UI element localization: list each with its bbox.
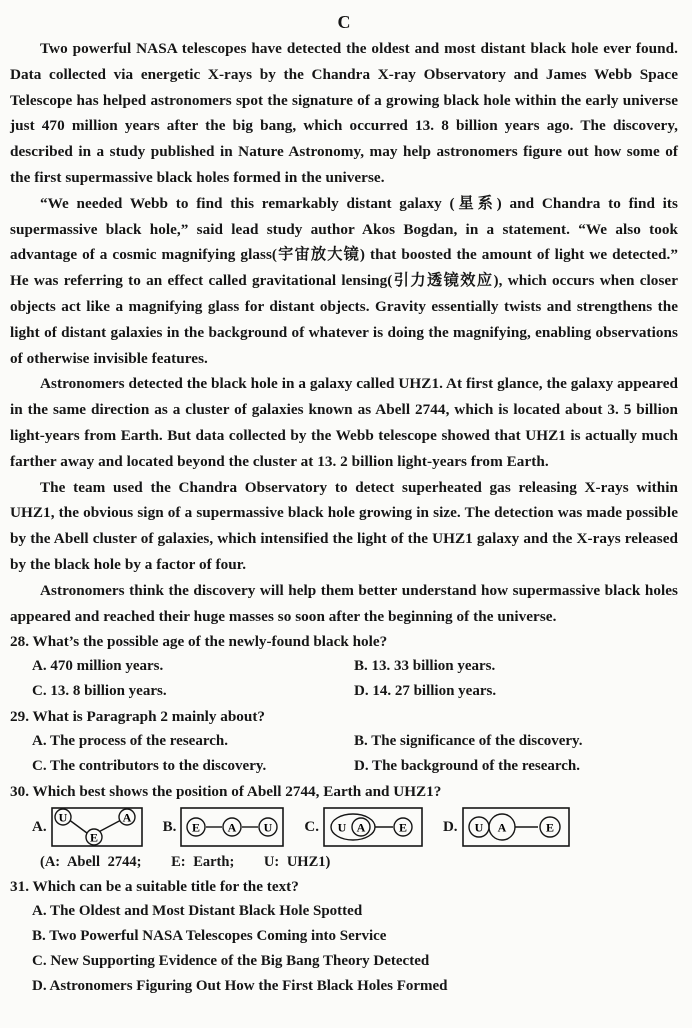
q30-option-b-label[interactable]: B. <box>162 818 177 835</box>
q30d-glyph-e: E <box>545 820 554 835</box>
legend-earth: E: Earth; <box>171 854 235 871</box>
q29-option-b[interactable]: B. The significance of the discovery. <box>354 733 583 750</box>
q30c-glyph-u: U <box>337 820 347 835</box>
q29-option-d[interactable]: D. The background of the research. <box>354 758 580 775</box>
question-29-stem: 29. What is Paragraph 2 mainly about? <box>10 708 265 726</box>
q28-option-b[interactable]: B. 13. 33 billion years. <box>354 658 496 675</box>
paragraph-3: Astronomers detected the black hole in a galaxy called UHZ1. At first glance, the galaxy appeared in the same direction as a cluster of galaxies known as Abell 2744, which is located about 3. 5 billion light-years from Earth. But data collected by the Webb telescope showed that UHZ1 is actually much farther away and located beyond the cluster at 13. 2 billion light-years from Earth. <box>10 375 678 470</box>
q31-option-d[interactable]: D. Astronomers Figuring Out How the First Black Holes Formed <box>32 978 448 995</box>
legend-abell: (A: Abell 2744; <box>40 854 142 871</box>
paragraph-4: The team used the Chandra Observatory to detect superheated gas releasing X-rays within UHZ1, the obvious sign of a supermassive black hole growing in size. The detection was made possible by the Abell cluster of galaxies, which intensified the light of the UHZ1 galaxy and the X-rays released by the black hole by a factor of four. <box>10 478 678 573</box>
q30b-glyph-u: U <box>264 820 273 835</box>
q30d-glyph-a: A <box>497 820 506 835</box>
q29-option-a[interactable]: A. The process of the research. <box>32 733 228 750</box>
q30d-glyph-u: U <box>474 820 483 835</box>
q30b-glyph-a: A <box>228 820 237 835</box>
q29-option-c[interactable]: C. The contributors to the discovery. <box>32 758 267 775</box>
q30-option-c-label[interactable]: C. <box>304 818 319 835</box>
q30-option-d-label[interactable]: D. <box>442 818 458 835</box>
legend-uhz1: U: UHZ1) <box>263 854 331 871</box>
paragraph-5: Astronomers think the discovery will help them better understand how supermassive black holes appeared and reached their huge masses so soon after the beginning of the universe. <box>10 581 678 625</box>
q30-diagram-c[interactable] <box>323 807 423 847</box>
question-28-stem: 28. What’s the possible age of the newly-found black hole? <box>10 633 388 651</box>
question-29-options <box>10 729 678 779</box>
q28-option-d[interactable]: D. 14. 27 billion years. <box>354 683 497 700</box>
question-31-stem: 31. Which can be a suitable title for the text? <box>10 878 299 896</box>
q30a-glyph-u: U <box>58 810 67 825</box>
q28-option-c[interactable]: C. 13. 8 billion years. <box>32 683 167 700</box>
q30b-glyph-e: E <box>192 820 201 835</box>
question-28-options <box>10 654 678 704</box>
q31-option-b[interactable]: B. Two Powerful NASA Telescopes Coming into Service <box>32 928 387 945</box>
q30-diagram-b[interactable] <box>180 807 284 847</box>
q30-diagram-d[interactable] <box>462 807 570 847</box>
q31-option-a[interactable]: A. The Oldest and Most Distant Black Hole Spotted <box>32 903 363 920</box>
question-30-stem: 30. Which best shows the position of Abell 2744, Earth and UHZ1? <box>10 783 442 801</box>
q30-option-a-label[interactable]: A. <box>32 818 47 835</box>
q28-option-a[interactable]: A. 470 million years. <box>32 658 164 675</box>
q30a-glyph-a: A <box>122 810 131 825</box>
section-title: C <box>337 12 351 32</box>
paragraph-1: Two powerful NASA telescopes have detected the oldest and most distant black hole ever found. Data collected via energetic X-rays by the Chandra X-ray Observatory and James Webb Space Telescope has helped astronomers spot the signature of a growing black hole within the early universe just 470 million years after the big bang, which occurred 13. 8 billion years ago. The discovery, described in a study published in Nature Astronomy, may help astronomers figure out how some of the first supermassive black holes formed in the universe. <box>10 40 678 186</box>
q30c-glyph-a: A <box>356 820 366 835</box>
q30c-glyph-e: E <box>398 820 407 835</box>
q30-legend <box>10 850 678 874</box>
q30a-glyph-e: E <box>89 830 98 845</box>
paragraph-2: “We needed Webb to find this remarkably distant galaxy (星系) and Chandra to find its supermassive black hole,” said lead study author Akos Bogdan, in a statement. “We also took advantage of a cosmic magnifying glass(宇宙放大镜) that boosted the amount of light we detected.” He was referring to an effect called gravitational lensing(引力透镜效应), which occurs when closer objects act like a magnifying glass for distant objects. Gravity essentially twists and strengthens the light of distant galaxies in the background of whatever is doing the magnifying, enabling observations of otherwise invisible features. <box>10 194 678 367</box>
q31-option-c[interactable]: C. New Supporting Evidence of the Big Bang Theory Detected <box>32 953 430 970</box>
question-30-diagrams <box>10 804 678 850</box>
q30-diagram-a[interactable] <box>51 807 143 847</box>
